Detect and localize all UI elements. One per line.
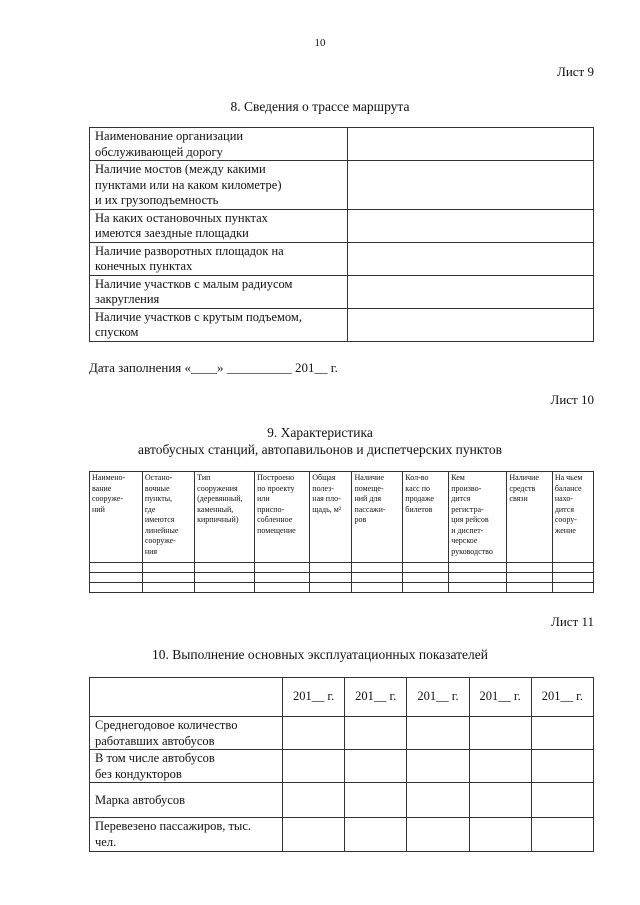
empty-cell bbox=[407, 717, 469, 750]
empty-cell bbox=[507, 583, 552, 593]
table-row bbox=[90, 209, 594, 242]
cell-line: обслуживающей дорогу bbox=[95, 144, 223, 159]
empty-cell bbox=[407, 783, 469, 818]
empty-cell bbox=[531, 818, 593, 852]
empty-cell bbox=[255, 583, 310, 593]
route-info-table bbox=[89, 127, 594, 342]
cell-line: произво- bbox=[451, 483, 482, 493]
empty-cell bbox=[345, 717, 407, 750]
cell-line: каменный, bbox=[197, 504, 234, 514]
empty-cell bbox=[345, 818, 407, 852]
sheet-label: Лист 11 bbox=[551, 614, 594, 629]
cell-line: нахо- bbox=[554, 494, 574, 503]
empty-cell bbox=[469, 783, 531, 818]
empty-cell bbox=[345, 750, 407, 783]
empty-cell bbox=[283, 818, 345, 852]
table-row bbox=[90, 717, 594, 750]
cell-line: (деревянный, bbox=[197, 494, 243, 503]
column-header bbox=[90, 472, 143, 563]
empty-cell bbox=[407, 818, 469, 852]
cell-line: ция рейсов bbox=[451, 515, 489, 524]
year-header: 201__ г. bbox=[283, 678, 345, 717]
column-header bbox=[449, 472, 507, 563]
indicators-table bbox=[89, 677, 594, 852]
cell-line: вание bbox=[92, 483, 112, 493]
cell-line: ний для bbox=[354, 494, 382, 503]
table-row bbox=[90, 242, 594, 275]
empty-cell bbox=[142, 563, 194, 573]
empty-cell bbox=[348, 242, 594, 275]
cell-line: связи bbox=[509, 494, 528, 503]
row-label bbox=[90, 818, 283, 852]
sheet-label: Лист 10 bbox=[550, 392, 594, 407]
empty-cell bbox=[352, 563, 403, 573]
empty-cell bbox=[552, 583, 593, 593]
cell-line: Наименование организации bbox=[95, 129, 244, 143]
page-number: 10 bbox=[314, 37, 326, 49]
empty-cell bbox=[449, 573, 507, 583]
empty-cell bbox=[310, 583, 352, 593]
cell-line: черское bbox=[451, 536, 478, 545]
cell-line: где bbox=[144, 504, 156, 514]
empty-cell bbox=[531, 750, 593, 783]
cell-line: Наличие разворотных площадок на bbox=[95, 243, 284, 258]
empty-cell bbox=[90, 563, 143, 573]
stations-table bbox=[89, 471, 594, 593]
empty-cell bbox=[348, 308, 594, 341]
row-label bbox=[90, 161, 348, 210]
cell-line: Тип bbox=[197, 473, 211, 482]
cell-line: В том числе автобусов bbox=[95, 751, 215, 765]
empty-cell bbox=[142, 583, 194, 593]
empty-cell bbox=[195, 563, 255, 573]
empty-cell bbox=[283, 717, 345, 750]
empty-cell bbox=[403, 563, 449, 573]
table-row bbox=[90, 128, 594, 161]
cell-line: и диспет- bbox=[451, 525, 484, 535]
cell-line: по проекту bbox=[257, 483, 295, 493]
column-header bbox=[507, 472, 552, 563]
empty-cell bbox=[407, 750, 469, 783]
cell-line: линейные bbox=[144, 525, 179, 535]
column-header bbox=[310, 472, 352, 563]
cell-line: Наимено- bbox=[92, 473, 126, 482]
empty-cell bbox=[283, 783, 345, 818]
cell-line: ров bbox=[354, 515, 367, 524]
cell-line: Наличие участков с крутым подъемом, bbox=[95, 309, 302, 324]
cell-line: помеще- bbox=[354, 483, 384, 493]
cell-line: касс по bbox=[405, 483, 430, 493]
empty-cell bbox=[345, 783, 407, 818]
cell-line: На каких остановочных пунктах bbox=[95, 210, 268, 225]
sheet-label: Лист 9 bbox=[557, 64, 594, 79]
cell-line: вочные bbox=[144, 483, 170, 493]
cell-line: Наличие мостов (между какими bbox=[95, 162, 266, 176]
empty-cell bbox=[348, 209, 594, 242]
cell-line: и их грузоподъемность bbox=[95, 193, 219, 207]
empty-cell bbox=[348, 161, 594, 210]
row-label bbox=[90, 717, 283, 750]
cell-line: пунктами или на каком километре) bbox=[95, 177, 282, 192]
table-row bbox=[90, 308, 594, 341]
cell-line: Наличие bbox=[354, 473, 384, 482]
empty-cell bbox=[507, 563, 552, 573]
cell-line: средств bbox=[509, 483, 536, 493]
table-row bbox=[90, 750, 594, 783]
section-title: 9. Характеристика bbox=[267, 425, 373, 440]
empty-cell bbox=[507, 573, 552, 583]
cell-line: кирпичный) bbox=[197, 515, 239, 524]
cell-line: регистра- bbox=[451, 504, 484, 514]
cell-line: имеются bbox=[144, 515, 175, 524]
cell-line: Общая bbox=[312, 473, 336, 482]
cell-line: закругления bbox=[95, 292, 160, 306]
empty-cell bbox=[352, 583, 403, 593]
empty-cell bbox=[195, 573, 255, 583]
header-row bbox=[90, 472, 594, 563]
empty-cell bbox=[348, 275, 594, 308]
column-header bbox=[255, 472, 310, 563]
cell-line: ний bbox=[92, 504, 105, 514]
cell-line: билетов bbox=[405, 504, 433, 514]
cell-line: конечных пунктах bbox=[95, 259, 193, 273]
cell-line: балансе bbox=[554, 483, 582, 493]
empty-cell bbox=[255, 563, 310, 573]
cell-line: соору- bbox=[554, 515, 577, 524]
cell-line: сооруже- bbox=[144, 536, 176, 545]
cell-line: чел. bbox=[95, 834, 117, 849]
table-row bbox=[90, 818, 594, 852]
cell-line: ния bbox=[144, 546, 158, 556]
empty-cell bbox=[552, 573, 593, 583]
cell-line: Среднегодовое количество bbox=[95, 718, 238, 732]
cell-line: Остано- bbox=[144, 473, 173, 482]
empty-cell bbox=[90, 678, 283, 717]
empty-cell bbox=[310, 563, 352, 573]
cell-line: сооружения bbox=[197, 483, 238, 493]
cell-line: ная пло- bbox=[312, 494, 341, 503]
empty-cell bbox=[348, 128, 594, 161]
header-row bbox=[90, 678, 594, 717]
cell-line: Построено bbox=[257, 473, 295, 482]
table-row bbox=[90, 563, 594, 573]
column-header bbox=[195, 472, 255, 563]
empty-cell bbox=[90, 583, 143, 593]
column-header bbox=[403, 472, 449, 563]
empty-cell bbox=[469, 717, 531, 750]
cell-line: помещение bbox=[257, 525, 296, 535]
cell-line: приспо- bbox=[257, 504, 285, 514]
section-title: 10. Выполнение основных эксплуатационных показателей bbox=[152, 647, 488, 662]
cell-line: Кем bbox=[451, 473, 465, 482]
empty-cell bbox=[469, 750, 531, 783]
empty-cell bbox=[90, 573, 143, 583]
empty-cell bbox=[469, 818, 531, 852]
empty-cell bbox=[255, 573, 310, 583]
cell-line: Наличие bbox=[509, 473, 539, 482]
empty-cell bbox=[449, 563, 507, 573]
cell-line: дится bbox=[451, 494, 471, 503]
column-header bbox=[552, 472, 593, 563]
year-header: 201__ г. bbox=[469, 678, 531, 717]
cell-line: руководство bbox=[451, 546, 493, 556]
empty-cell bbox=[449, 583, 507, 593]
cell-line: полез- bbox=[312, 483, 334, 493]
row-label bbox=[90, 308, 348, 341]
cell-line: пункты, bbox=[144, 494, 173, 503]
cell-line: или bbox=[257, 494, 270, 503]
empty-cell bbox=[531, 783, 593, 818]
empty-cell bbox=[552, 563, 593, 573]
table-row bbox=[90, 161, 594, 210]
row-label bbox=[90, 209, 348, 242]
empty-cell bbox=[403, 583, 449, 593]
section-title: 8. Сведения о трассе маршрута bbox=[230, 99, 410, 114]
cell-line: Марка автобусов bbox=[95, 792, 185, 807]
column-header bbox=[352, 472, 403, 563]
cell-line: без кондукторов bbox=[95, 766, 182, 781]
column-header bbox=[142, 472, 194, 563]
empty-cell bbox=[142, 573, 194, 583]
empty-cell bbox=[352, 573, 403, 583]
empty-cell bbox=[310, 573, 352, 583]
empty-cell bbox=[195, 583, 255, 593]
cell-line: жение bbox=[554, 525, 576, 535]
cell-line: продаже bbox=[405, 494, 434, 503]
cell-line: Кол-во bbox=[405, 473, 429, 482]
row-label bbox=[90, 242, 348, 275]
table-row bbox=[90, 583, 594, 593]
cell-line: спуском bbox=[95, 325, 139, 339]
table-row bbox=[90, 275, 594, 308]
row-label bbox=[90, 750, 283, 783]
table-row bbox=[90, 573, 594, 583]
cell-line: щадь, м² bbox=[312, 504, 342, 514]
cell-line: пассажи- bbox=[354, 504, 386, 514]
row-label bbox=[90, 783, 283, 818]
cell-line: сооруже- bbox=[92, 494, 123, 503]
cell-line: собленное bbox=[257, 515, 293, 524]
cell-line: имеются заездные площадки bbox=[95, 226, 249, 240]
empty-cell bbox=[283, 750, 345, 783]
cell-line: дится bbox=[554, 504, 575, 514]
cell-line: Перевезено пассажиров, тыс. bbox=[95, 819, 251, 833]
empty-cell bbox=[403, 573, 449, 583]
cell-line: Наличие участков с малым радиусом bbox=[95, 276, 293, 291]
empty-cell bbox=[531, 717, 593, 750]
year-header: 201__ г. bbox=[531, 678, 593, 717]
cell-line: работавших автобусов bbox=[95, 733, 215, 748]
cell-line: На чьем bbox=[554, 473, 583, 482]
year-header: 201__ г. bbox=[345, 678, 407, 717]
section-subtitle: автобусных станций, автопавильонов и диспетчерских пунктов bbox=[137, 442, 503, 457]
year-header: 201__ г. bbox=[407, 678, 469, 717]
table-row bbox=[90, 783, 594, 818]
row-label bbox=[90, 275, 348, 308]
fill-date-line: Дата заполнения «____» __________ 201__ г. bbox=[89, 360, 338, 375]
row-label bbox=[90, 128, 348, 161]
